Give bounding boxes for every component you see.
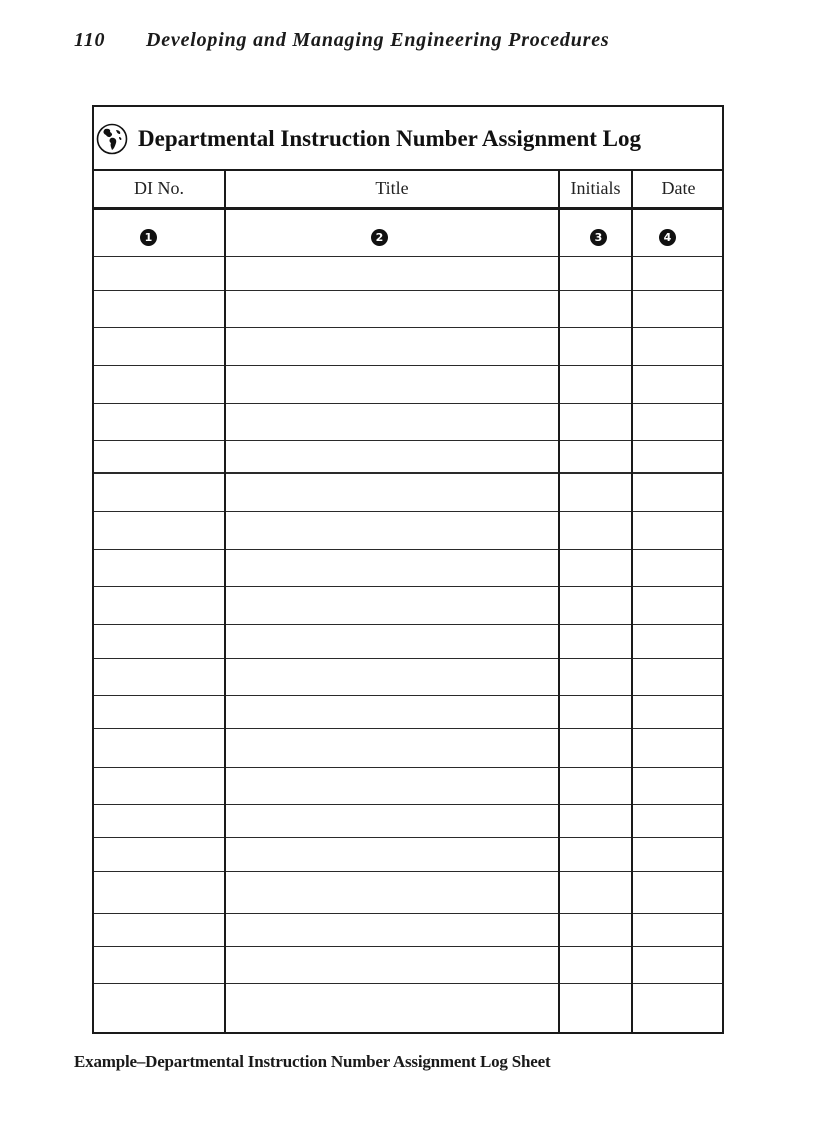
callout-marker-3: 3 xyxy=(590,229,607,246)
column-divider xyxy=(558,169,560,1032)
column-header-date: Date xyxy=(661,178,696,198)
log-entry-row xyxy=(94,512,722,550)
log-entry-row xyxy=(94,441,722,474)
log-entry-row xyxy=(94,805,722,838)
running-head xyxy=(74,29,610,52)
figure-caption: Example–Departmental Instruction Number Assignment Log Sheet xyxy=(74,1052,551,1071)
log-entry-row xyxy=(94,729,722,768)
assignment-log-form xyxy=(92,105,724,1034)
marker-row xyxy=(94,207,722,257)
callout-marker-4: 4 xyxy=(659,229,676,246)
log-entry-row xyxy=(94,291,722,328)
log-entry-row xyxy=(94,984,722,1034)
column-header-row xyxy=(94,169,722,210)
log-entry-row xyxy=(94,914,722,947)
log-title: Departmental Instruction Number Assignment Log xyxy=(138,126,642,151)
callout-marker-2: 2 xyxy=(371,229,388,246)
log-entry-row xyxy=(94,696,722,729)
callout-marker-1: 1 xyxy=(140,229,157,246)
column-header-di-no: DI No. xyxy=(134,178,184,198)
log-entry-row xyxy=(94,404,722,441)
column-divider xyxy=(224,169,226,1032)
log-entry-row xyxy=(94,257,722,291)
log-entry-row xyxy=(94,659,722,696)
log-entry-row xyxy=(94,328,722,366)
globe-icon xyxy=(96,123,128,155)
column-divider xyxy=(631,169,633,1032)
column-header-initials: Initials xyxy=(570,178,621,198)
log-entry-row xyxy=(94,947,722,984)
column-header-title: Title xyxy=(375,178,409,198)
log-entry-row xyxy=(94,550,722,587)
running-title: Developing and Managing Engineering Procedures xyxy=(146,29,610,51)
log-entry-row xyxy=(94,366,722,404)
log-entry-row xyxy=(94,872,722,914)
log-title-row xyxy=(94,107,722,171)
log-entry-row xyxy=(94,838,722,872)
log-entry-row xyxy=(94,625,722,659)
page-number: 110 xyxy=(74,29,106,51)
log-entry-row xyxy=(94,587,722,625)
log-entry-row xyxy=(94,474,722,512)
log-entry-row xyxy=(94,768,722,805)
